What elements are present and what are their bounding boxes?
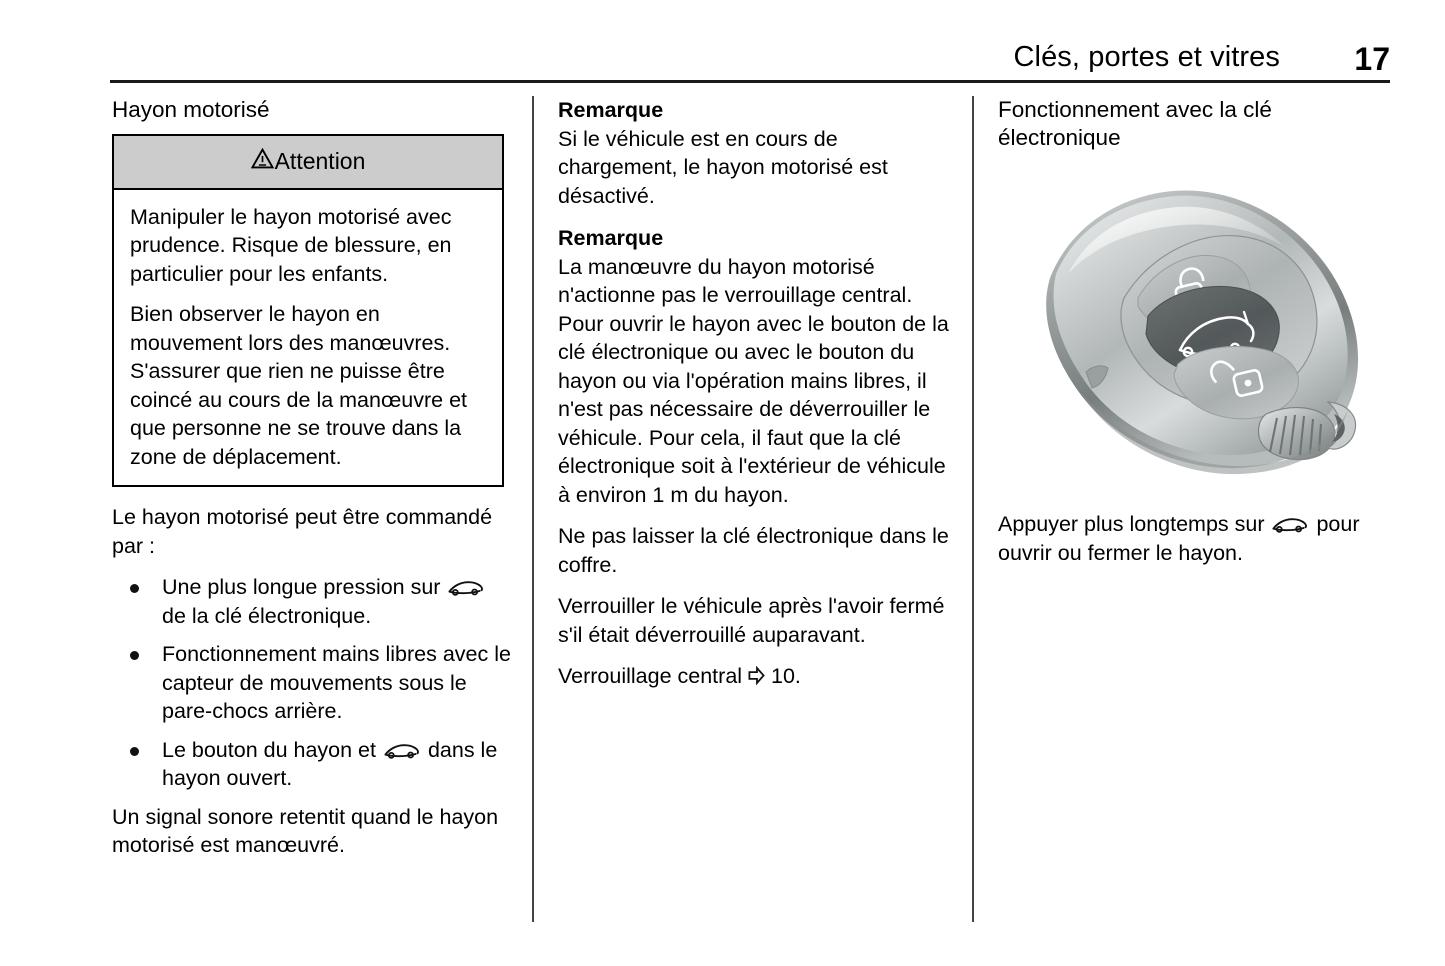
tailgate-icon — [446, 576, 486, 594]
column-divider-right — [972, 96, 974, 922]
cross-reference — [558, 662, 953, 691]
middle-paragraph: Ne pas laisser la clé électronique dans le coffre. — [558, 524, 949, 577]
electronic-key-fob-illustration — [998, 166, 1390, 496]
list-item-text-before: Une plus longue pression sur — [162, 575, 447, 599]
list-item-text: Fonctionnement mains libres avec le capteur de mouvements sous le pare-chocs arrière. — [162, 642, 511, 723]
list-item — [112, 573, 512, 630]
tailgate-closing-text: Un signal sonore retentit quand le hayon motorisé est manœuvré. — [112, 804, 499, 857]
attention-paragraph: Manipuler le hayon motorisé avec prudence. Risque de blessure, en particulier pour les enfants. — [130, 204, 452, 286]
column-divider-left — [532, 96, 534, 922]
cross-reference-label: Verrouillage central — [558, 664, 749, 688]
list-item-text-after: de la clé électronique. — [162, 603, 372, 628]
tailgate-control-list — [112, 573, 512, 793]
section-title-power-tailgate: Hayon motorisé — [112, 97, 270, 122]
page-header — [110, 30, 1390, 82]
attention-callout-box — [112, 134, 504, 487]
cross-reference-page: 10. — [765, 664, 801, 688]
keyfob-caption-before: Appuyer plus longtemps sur — [998, 512, 1271, 536]
column-left — [112, 96, 512, 860]
note-heading: Remarque — [558, 226, 664, 250]
page-title: Clés, portes et vitres — [1013, 41, 1280, 73]
column-right — [998, 96, 1390, 567]
middle-paragraph: Verrouiller le véhicule après l'avoir fermé s'il était déverrouillé auparavant. — [558, 594, 945, 647]
list-item-text-before: Le bouton du hayon et — [162, 737, 382, 762]
keyfob-caption — [998, 510, 1390, 567]
tailgate-icon — [1270, 513, 1310, 531]
tailgate-icon — [382, 739, 422, 757]
key-release-grip — [1259, 408, 1335, 460]
tailgate-intro-text: Le hayon motorisé peut être commandé par : — [112, 505, 493, 558]
page-number: 17 — [1354, 41, 1390, 77]
note-body: Si le véhicule est en cours de chargement, le hayon motorisé est désactivé. — [558, 126, 888, 208]
attention-callout-body — [114, 190, 502, 486]
attention-paragraph: Bien observer le hayon en mouvement lors des manœuvres. S'assurer que rien ne puisse être coincé au cours de la manœuvre et que personne ne se trouve dans la zone de déplacement. — [130, 302, 467, 469]
list-item-text-after: dans le hayon ouvert. — [162, 737, 498, 790]
page-reference-arrow-icon — [748, 664, 765, 683]
section-title-electronic-key: Fonctionnement avec la clé électronique — [998, 97, 1272, 150]
header-rule — [110, 80, 1390, 83]
attention-callout-title: Attention — [274, 148, 366, 174]
attention-callout-header — [114, 136, 502, 190]
note-heading: Remarque — [558, 98, 664, 122]
list-item — [112, 736, 512, 793]
note-body: La manœuvre du hayon motorisé n'actionne pas le verrouillage central. Pour ouvrir le hayon avec le bouton de la clé électronique ou avec le bouton du hayon ou via l'opération mains libres, il n'est pas nécessaire de déverrouiller le véhicule. Pour cela, il faut que la clé électronique soit à l'extérieur de véhicule à environ 1 m du hayon. — [558, 254, 949, 507]
list-item — [112, 640, 512, 726]
warning-triangle-icon — [251, 147, 274, 176]
keyfob-caption-after: pour ouvrir ou fermer le hayon. — [998, 512, 1360, 565]
column-middle — [558, 96, 953, 704]
